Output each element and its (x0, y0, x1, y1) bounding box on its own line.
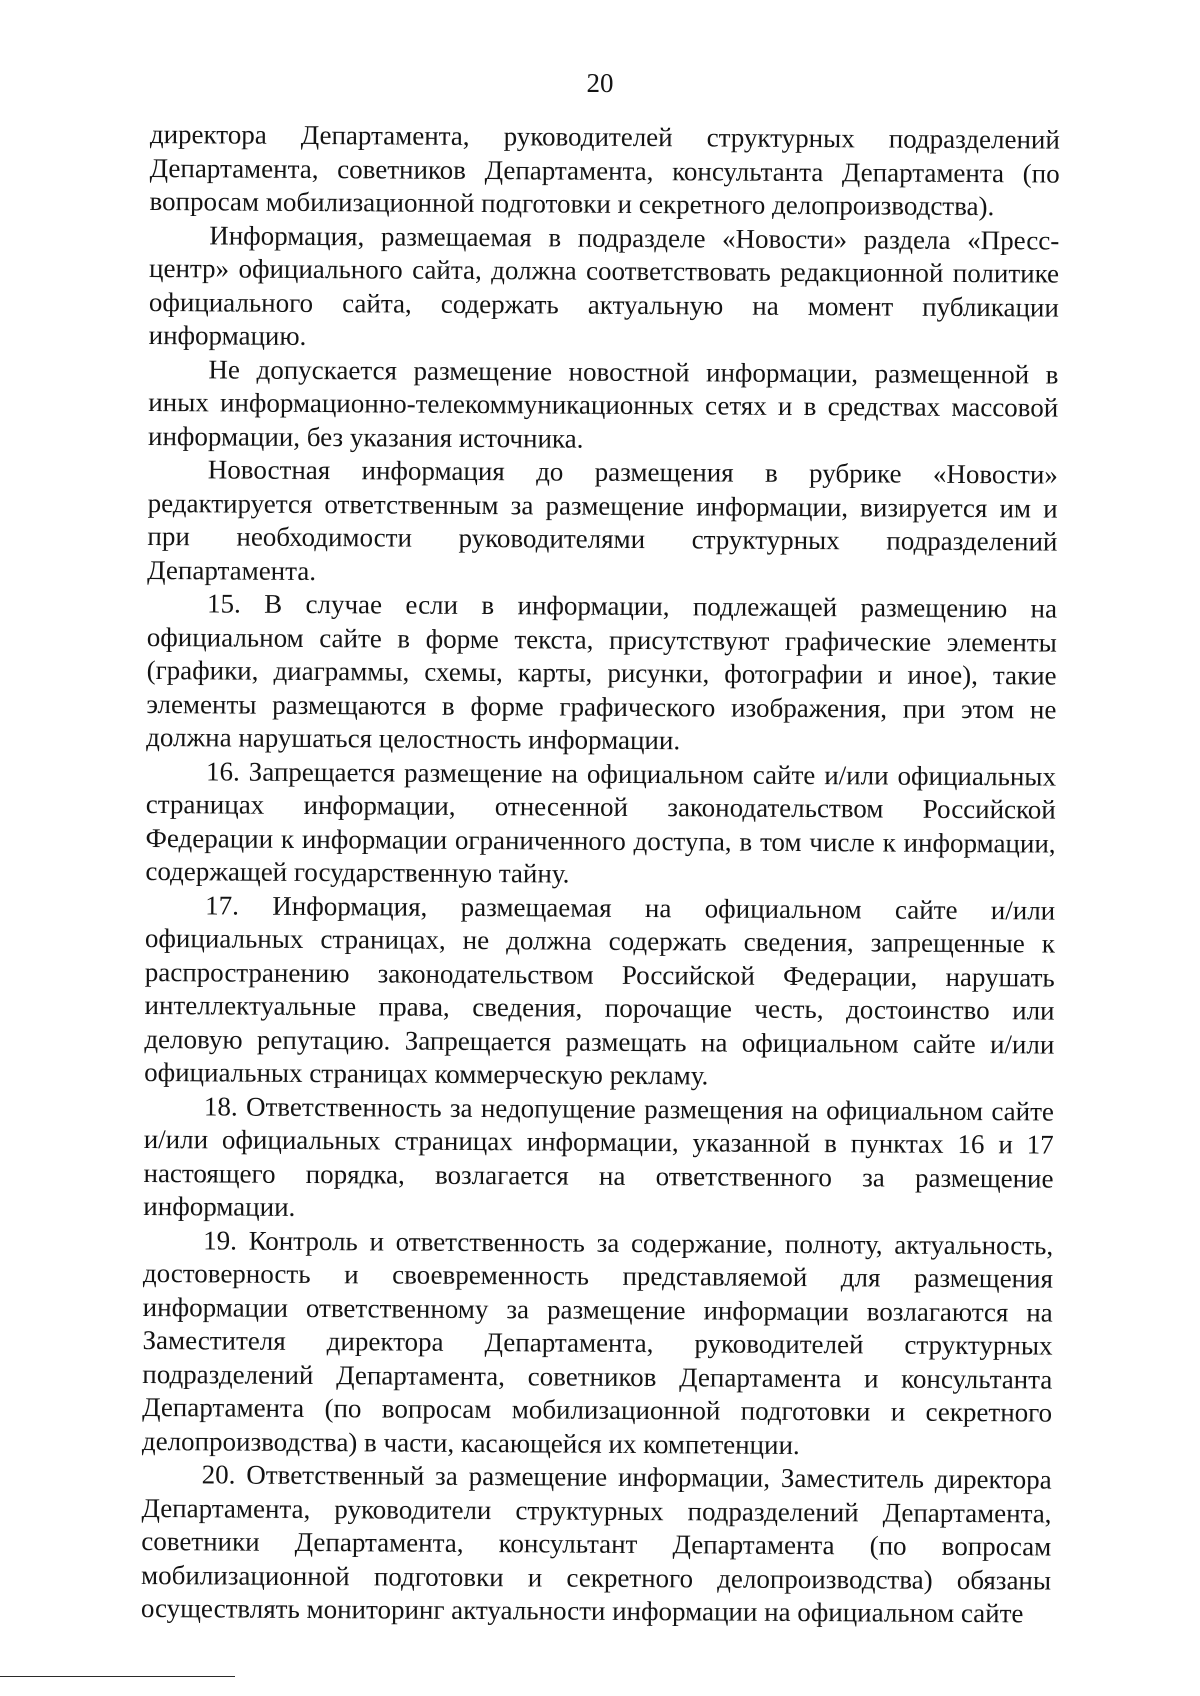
paragraph-news-editing: Новостная информация до размещения в рубрике «Новости» редактируется ответственным за размещение информации, визируется им и при необходимости руководителями структурных подразделений Департамента. (147, 454, 1058, 586)
page-number: 20 (586, 68, 614, 98)
paragraph-item-20: 20. Ответственный за размещение информации, Заместитель директора Департамента, руководители структурных подразделений Департамента, советники Департамента, консультант Департамента (по вопросам мобилизационной подготовки и секретного делопроизводства) обязаны осуществлять мониторинг актуальности информации на официальном сайте (140, 1459, 1052, 1629)
paragraph-item-15: 15. В случае если в информации, подлежащей размещению на официальном сайте в форме текста, присутствуют графические элементы (графики, диаграммы, схемы, карты, рисунки, фотографии и иное), такие элементы размещаются в форме графического изображения, при этом не должна нарушаться целостность информации. (146, 588, 1058, 756)
paragraph-news-section: Информация, размещаемая в подразделе «Новости» раздела «Пресс-центр» официального сайта, должна соответствовать редакционной политике официального сайта, содержать актуальную на момент публикации информацию. (148, 219, 1060, 351)
footnote-divider (0, 1676, 235, 1677)
paragraph-continuation: директора Департамента, руководителей структурных подразделений Департамента, советников Департамента, консультанта Департамента (по вопросам мобилизационной подготовки и секретного делопроизводства). (149, 118, 1060, 222)
paragraph-news-source: Не допускается размещение новостной информации, размещенной в иных информационно-телекоммуникационных сетях и в средствах массовой информации, без указания источника. (147, 353, 1059, 454)
document-body (141, 118, 1060, 1631)
paragraph-item-17: 17. Информация, размещаемая на официальном сайте и/или официальных страницах, не должна содержать сведения, запрещенные к распространению законодательством Российской Федерации, нарушать интеллектуальные права, сведения, порочащие честь, достоинство или деловую репутацию. Запрещается размещать на официальном сайте и/или официальных страницах коммерческую рекламу. (144, 889, 1056, 1091)
paragraph-item-19: 19. Контроль и ответственность за содержание, полноту, актуальность, достоверность и своевременность представляемой для размещения информации ответственному за размещение информации возлагаются на Заместителя директора Департамента, руководителей структурных подразделений Департамента, советников Департамента и консультанта Департамента (по вопросам мобилизационной подготовки и секретного делопроизводства) в части, касающейся их компетенции. (141, 1224, 1054, 1460)
paragraph-item-18: 18. Ответственность за недопущение размещения на официальном сайте и/или официальных страницах информации, указанной в пунктах 16 и 17 настоящего порядка, возлагается на ответственного за размещение информации. (143, 1090, 1055, 1222)
paragraph-item-16: 16. Запрещается размещение на официальном сайте и/или официальных страницах информации, отнесенной законодательством Российской Федерации к информации ограниченного доступа, в том числе к информации, содержащей государственную тайну. (145, 755, 1057, 889)
